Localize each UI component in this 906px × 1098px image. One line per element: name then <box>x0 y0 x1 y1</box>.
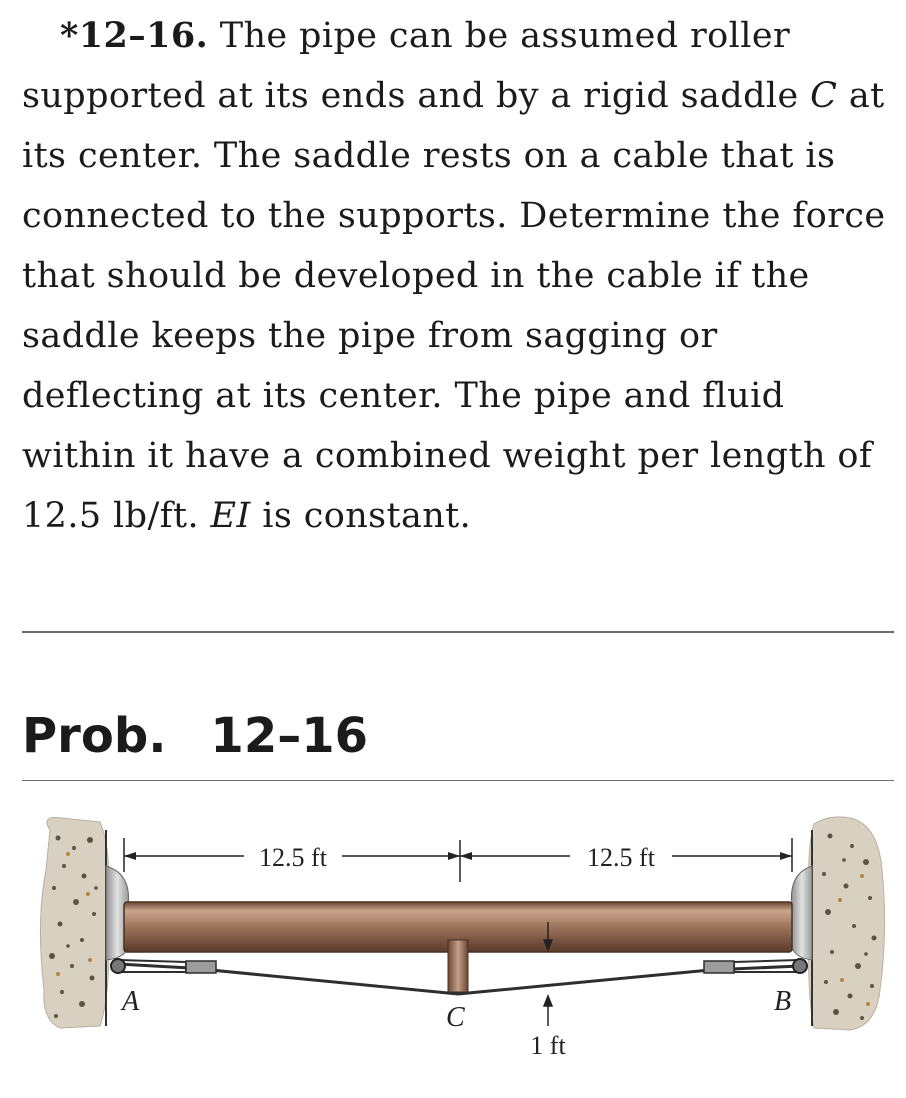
dim-right-label: 12.5 ft <box>587 843 655 872</box>
right-bracket <box>791 866 812 960</box>
anchor-b <box>793 959 807 973</box>
label-c: C <box>446 1002 465 1033</box>
problem-text-part-2: at its center. The saddle rests on a cable that is connected to the supports. Determine the force that should be developed in the cable if the saddle keeps the pipe from sagging or deflecting at its center. The pipe and fluid within it have a combined weight per length of 12.5 lb/ft. <box>22 76 886 536</box>
problem-caption <box>22 706 368 766</box>
symbol-c: C <box>810 76 838 116</box>
divider-top <box>22 631 894 633</box>
right-wall <box>809 817 885 1030</box>
problem-text-part-3: is constant. <box>262 496 472 536</box>
caption-number: 12–16 <box>210 708 369 764</box>
left-wall <box>40 818 109 1029</box>
anchor-a <box>111 959 125 973</box>
problem-number: *12–16. <box>60 15 209 56</box>
sag-label: 1 ft <box>530 1031 566 1060</box>
figure-svg <box>0 790 906 1080</box>
divider-bottom <box>22 780 894 781</box>
problem-text-part-1: The pipe can be assumed roller supported at its ends and by a rigid saddle <box>22 16 799 116</box>
dim-left-label: 12.5 ft <box>259 843 327 872</box>
symbol-ei: EI <box>210 496 251 536</box>
label-b: B <box>774 986 792 1017</box>
problem-statement <box>22 6 892 546</box>
dimension-line <box>124 838 792 882</box>
problem-figure <box>0 790 906 1080</box>
saddle-c <box>448 940 468 992</box>
caption-prefix: Prob. <box>22 708 167 764</box>
label-a: A <box>122 986 140 1017</box>
